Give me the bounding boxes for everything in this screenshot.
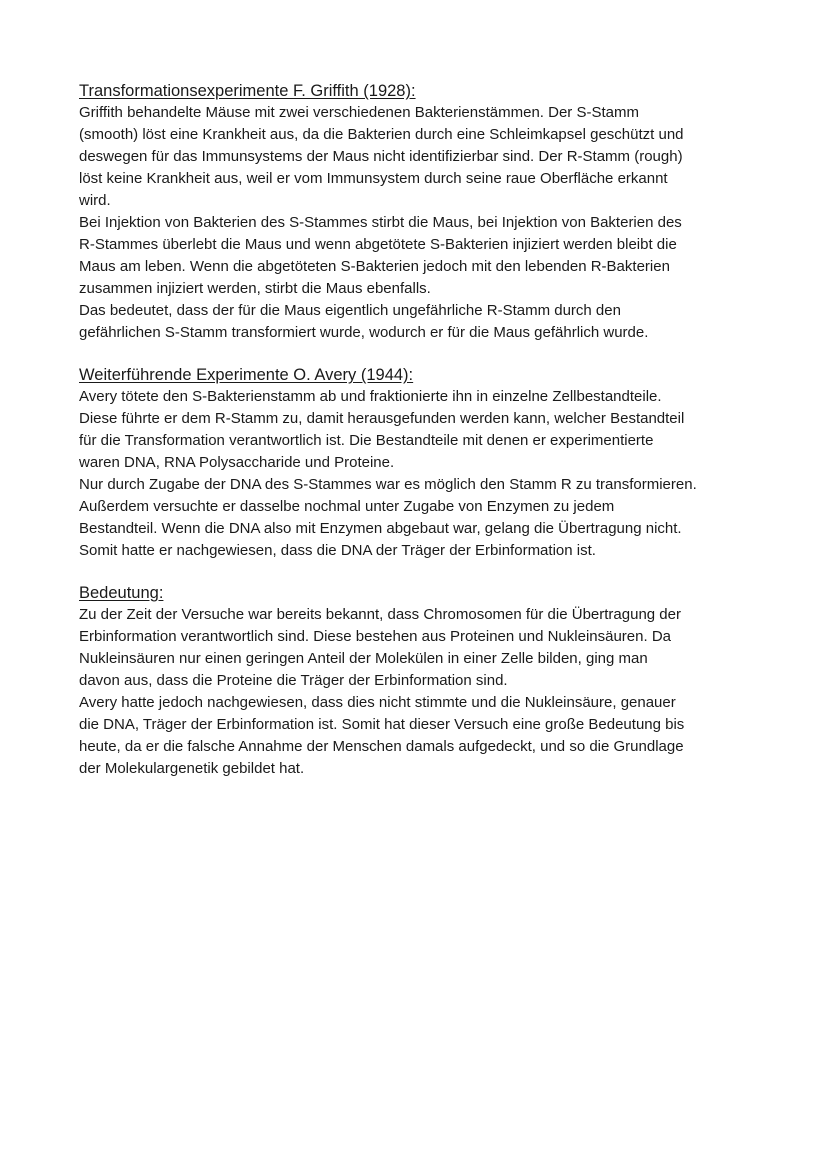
paragraph: Avery tötete den S-Bakterienstamm ab und fraktionierte ihn in einzelne Zellbestandteile. Diese führte er dem R-Stamm zu, damit herausgefunden werden kann, welcher Bestandteil für die Transformation verantwortlich ist. Die Bestandteile mit denen er experimentierte waren DNA, RNA Polysaccharide und Proteine. [79, 388, 685, 471]
section-griffith [79, 80, 769, 344]
paragraph: Avery hatte jedoch nachgewiesen, dass dies nicht stimmte und die Nukleinsäure, genauer die DNA, Träger der Erbinformation ist. Somit hat dieser Versuch eine große Bedeutung bis heute, da er die falsche Annahme der Menschen damals aufgedeckt, und so die Grundlage der Molekulargenetik gebildet hat. [79, 694, 685, 777]
paragraph: Zu der Zeit der Versuche war bereits bekannt, dass Chromosomen für die Übertragung der Erbinformation verantwortlich sind. Diese bestehen aus Proteinen und Nukleinsäuren. Da Nukleinsäuren nur einen geringen Anteil der Molekülen in einer Zelle bilden, ging man davon aus, dass die Proteine die Träger der Erbinformation sind. [79, 606, 681, 689]
paragraph: Das bedeutet, dass der für die Maus eigentlich ungefährliche R-Stamm durch den gefährlichen S-Stamm transformiert wurde, wodurch er für die Maus gefährlich wurde. [79, 302, 649, 341]
paragraph: Nur durch Zugabe der DNA des S-Stammes war es möglich den Stamm R zu transformieren. Außerdem versuchte er dasselbe nochmal unter Zugabe von Enzymen zu jedem Bestandteil. Wenn die DNA also mit Enzymen abgebaut war, gelang die Übertragung nicht. Somit hatte er nachgewiesen, dass die DNA der Träger der Erbinformation ist. [79, 476, 697, 559]
section-heading: Transformationsexperimente F. Griffith (1928): [79, 82, 416, 100]
section-avery [79, 364, 769, 562]
section-bedeutung [79, 582, 769, 780]
paragraph: Griffith behandelte Mäuse mit zwei verschiedenen Bakterienstämmen. Der S-Stamm (smooth) löst eine Krankheit aus, da die Bakterien durch eine Schleimkapsel geschützt und deswegen für das Immunsystems der Maus nicht identifizierbar sind. Der R-Stamm (rough) löst keine Krankheit aus, weil er vom Immunsystem durch seine raue Oberfläche erkannt wird. [79, 104, 684, 209]
section-heading: Weiterführende Experimente O. Avery (1944): [79, 366, 414, 384]
document-page [79, 80, 769, 800]
paragraph: Bei Injektion von Bakterien des S-Stammes stirbt die Maus, bei Injektion von Bakterien des R-Stammes überlebt die Maus und wenn abgetötete S-Bakterien injiziert werden bleibt die Maus am leben. Wenn die abgetöteten S-Bakterien jedoch mit den lebenden R-Bakterien zusammen injiziert werden, stirbt die Maus ebenfalls. [79, 214, 682, 297]
section-heading: Bedeutung: [79, 584, 164, 602]
